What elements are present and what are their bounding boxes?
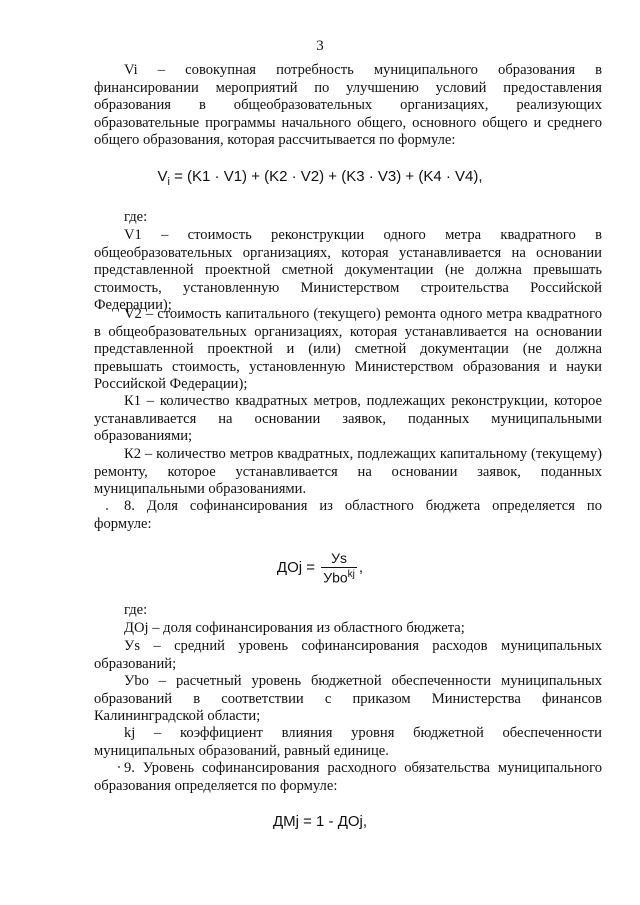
page-number: 3 [316, 38, 324, 54]
formula-doj-tail: , [358, 558, 364, 576]
where-label-2: где: [124, 602, 148, 618]
formula-vi-lhs: V [157, 168, 168, 185]
scan-speck [106, 508, 108, 510]
formula-doj-denominator [321, 568, 357, 586]
formula-doj-fraction [321, 550, 357, 586]
formula-vi [0, 168, 640, 188]
formula-doj-denominator-exponent: kj [347, 569, 355, 580]
paragraph-9: 9. Уровень софинансирования расходного обязательства муниципального образования определяется по формуле: [94, 760, 602, 794]
paragraph-vi-definition: Vi – совокупная потребность муниципального образования в финансировании мероприятий по улучшению условий предоставления образования в общеобразовательных организациях, реализующих образовательные программы начального общего, основного общего и среднего общего образования, которая рассчитывается по формуле: [94, 62, 602, 148]
where-label-1: где: [124, 209, 148, 225]
scan-speck [118, 766, 120, 768]
formula-doj-denominator-base: Уbo [323, 569, 348, 586]
formula-dmj: ДМj = 1 - ДОj, [272, 813, 368, 830]
formula-doj-lhs: ДОj = [276, 558, 320, 576]
definition-k1: К1 – количество квадратных метров, подлежащих реконструкции, которое устанавливается на основании заявок, поданных муниципальными образованиями; [94, 393, 602, 444]
definition-doj: ДОj – доля софинансирования из областного бюджета; [124, 620, 465, 636]
definition-k2: К2 – количество метров квадратных, подлежащих капитальному (текущему) ремонту, которое устанавливается на основании заявок, поданных муниципальными образованиями. [94, 446, 602, 497]
formula-doj-numerator: Уs [321, 550, 357, 568]
definition-kj: kj – коэффициент влияния уровня бюджетной обеспеченности муниципальных образований, равный единице. [94, 725, 602, 759]
definition-ybo: Уbo – расчетный уровень бюджетной обеспеченности муниципальных образований в соответствии с приказом Министерства финансов Калининградской области; [94, 673, 602, 724]
paragraph-8: 8. Доля софинансирования из областного бюджета определяется по формуле: [94, 498, 602, 532]
definition-v1: V1 – стоимость реконструкции одного метра квадратного в общеобразовательных организациях, которая устанавливается на основании представленной проектной сметной документации (не должна превышать стоимость, установленную Министерством строительства Российской Федерации); [94, 227, 602, 313]
definition-v2: V2 – стоимость капитального (текущего) ремонта одного метра квадратного в общеобразовательных организациях, которая устанавливается на основании представленной проектной и (или) сметной документации (не должна превышать стоимость, установленную Министерством образования и науки Российской Федерации); [94, 306, 602, 392]
formula-doj [0, 550, 640, 586]
formula-vi-rhs: = (K1 · V1) + (K2 · V2) + (K3 · V3) + (K4 · V4), [169, 168, 483, 185]
formula-vi-lhs-subscript: i [167, 176, 170, 188]
definition-ys: Уs – средний уровень софинансирования расходов муниципальных образований; [94, 638, 602, 672]
